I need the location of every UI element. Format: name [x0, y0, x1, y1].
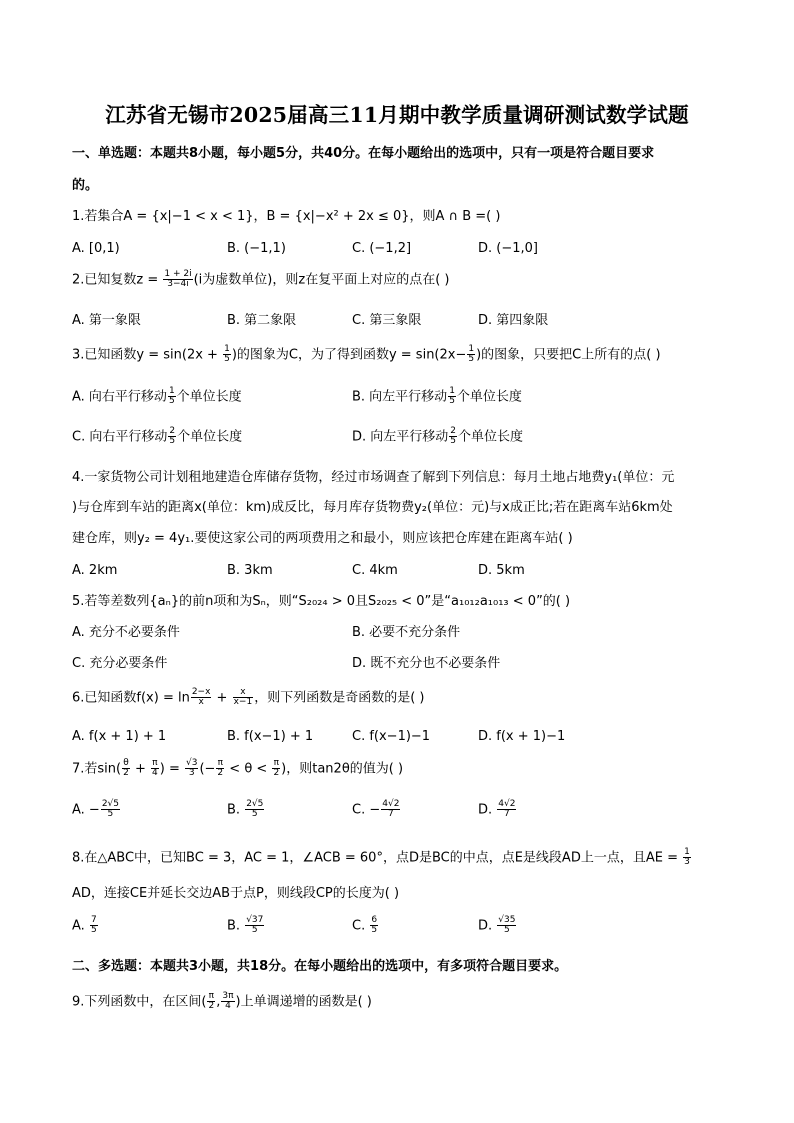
q3-fraction-1: $\frac{1}{5}$ [224, 344, 230, 365]
q2-options [72, 312, 722, 332]
q3-options-row2 [72, 427, 722, 453]
q6-option-d: D. f(x + 1)−1 [478, 729, 566, 744]
q2-option-c: C. 第三象限 [352, 313, 422, 328]
q7-option-b: B. $\frac{2√5}{5}$ [227, 799, 264, 820]
q1-options [72, 240, 722, 260]
q7-option-d: D. $\frac{4√2}{7}$ [478, 799, 516, 820]
q2-fraction: $\frac{1 + 2i}{3-4i}$ [164, 269, 192, 290]
q8-fraction: $\frac{1}{3}$ [684, 847, 690, 868]
q8-option-b: B. $\frac{√37}{5}$ [227, 915, 264, 936]
q6-fraction-2: $\frac{x}{x-1}$ [233, 687, 253, 708]
q6-option-c: C. f(x−1)−1 [352, 729, 431, 744]
q6-stem: 6.已知函数f(x) = ln $\frac{2-x}{x}$ + $\frac{x}{x-1}$ ，则下列函数是奇函数的是( ) [72, 687, 425, 708]
q7-option-a: A. − $\frac{2√5}{5}$ [72, 799, 120, 820]
q4-option-c: C. 4km [352, 563, 398, 578]
q8-stem-line2: AD，连接CE并延长交边AB于点P，则线段CP的长度为( ) [72, 886, 400, 901]
q2-stem-post: (i为虚数单位)，则z在复平面上对应的点在( ) [193, 272, 450, 288]
q3-option-c: C. 向右平行移动 $\frac{2}{5}$ 个单位长度 [72, 426, 243, 447]
q3-fraction-2: $\frac{1}{5}$ [468, 344, 475, 365]
q6-option-b: B. f(x−1) + 1 [227, 729, 314, 744]
q4-stem-line1: 4.一家货物公司计划租地建造仓库储存货物，经过市场调查了解到下列信息：每月土地占地费y₁(单位：元 [72, 470, 675, 485]
q8-stem-line1: 8.在△ABC中，已知BC = 3，AC = 1，∠ACB = 60°，点D是BC的中点，点E是线段AD上一点，且AE = $\frac{1}{3}$ [72, 847, 690, 868]
q2-option-b: B. 第二象限 [227, 313, 297, 328]
q6-option-a: A. f(x + 1) + 1 [72, 729, 167, 744]
q3-option-a: A. 向右平行移动 $\frac{1}{5}$ 个单位长度 [72, 386, 242, 407]
section2-heading: 二、多选题：本题共3小题，共18分。在每小题给出的选项中，有多项符合题目要求。 [72, 959, 568, 974]
q1-option-c: C. (−1,2] [352, 241, 412, 256]
q5-option-d: D. 既不充分也不必要条件 [352, 656, 501, 671]
q3-stem: 3.已知函数y = sin(2x + $\frac{1}{5}$ )的图象为C，为了得到函数y = sin(2x− $\frac{1}{5}$ )的图象，只要把C上所有的点( ) [72, 344, 661, 365]
section1-heading: 一、单选题：本题共8小题，每小题5分，共40分。在每小题给出的选项中，只有一项是符合题目要求 [72, 146, 655, 161]
q4-option-b: B. 3km [227, 563, 273, 578]
q7-stem: 7.若sin( $\frac{\theta}{2}$ + $\frac{\pi}{4}$ ) = $\frac{√3}{3}$ (− $\frac{\pi}{2}$ < θ < $\frac{\pi}{2}$ )，则tan2θ的值为( ) [72, 758, 404, 779]
paper-title: 江苏省无锡市2025届高三11月期中教学质量调研测试数学试题 [105, 103, 689, 127]
q2-option-a: A. 第一象限 [72, 313, 141, 328]
q6-options [72, 728, 722, 748]
q3-option-b: B. 向左平行移动 $\frac{1}{5}$ 个单位长度 [352, 386, 522, 407]
q7-options [72, 800, 722, 830]
q2-option-d: D. 第四象限 [478, 313, 549, 328]
q1-option-d: D. (−1,0] [478, 241, 538, 256]
q5-option-b: B. 必要不充分条件 [352, 625, 461, 640]
q4-stem-line3: 建仓库，则y₂ = 4y₁.要使这家公司的两项费用之和最小，则应该把仓库建在距离车站( ) [72, 531, 573, 546]
q2-stem-pre: 2.已知复数z = [72, 272, 163, 288]
q4-option-a: A. 2km [72, 563, 118, 578]
q8-option-d: D. $\frac{√35}{5}$ [478, 915, 516, 936]
q3-options-row1 [72, 387, 722, 413]
q3-option-d: D. 向左平行移动 $\frac{2}{5}$ 个单位长度 [352, 426, 524, 447]
q1-stem: 1.若集合A = {x|−1 < x < 1}，B = {x|−x² + 2x ≤ 0}，则A ∩ B =( ) [72, 209, 501, 224]
q8-options [72, 916, 722, 946]
q9-stem: 9.下列函数中，在区间( $\frac{\pi}{2}$ , $\frac{3\pi}{4}$ )上单调递增的函数是( ) [72, 991, 372, 1012]
q5-options-row2 [72, 655, 722, 675]
q1-option-a: A. [0,1) [72, 241, 120, 256]
q5-option-c: C. 充分必要条件 [72, 656, 168, 671]
q6-fraction-1: $\frac{2-x}{x}$ [191, 687, 211, 708]
q4-options [72, 562, 722, 582]
q5-options-row1 [72, 624, 722, 644]
q4-option-d: D. 5km [478, 563, 525, 578]
q1-option-b: B. (−1,1) [227, 241, 286, 256]
q7-option-c: C. − $\frac{4√2}{7}$ [352, 799, 400, 820]
q8-option-c: C. $\frac{6}{5}$ [352, 915, 378, 936]
q4-stem-line2: )与仓库到车站的距离x(单位：km)成反比，每月库存货物费y₂(单位：元)与x成正比;若在距离车站6km处 [72, 500, 673, 515]
q8-option-a: A. $\frac{7}{5}$ [72, 915, 97, 936]
q5-stem: 5.若等差数列{aₙ}的前n项和为Sₙ，则“S₂₀₂₄ > 0且S₂₀₂₅ < 0”是“a₁₀₁₂a₁₀₁₃ < 0”的( ) [72, 594, 571, 609]
q5-option-a: A. 充分不必要条件 [72, 625, 180, 640]
section1-heading-cont: 的。 [72, 178, 99, 193]
q2-stem [72, 270, 722, 290]
